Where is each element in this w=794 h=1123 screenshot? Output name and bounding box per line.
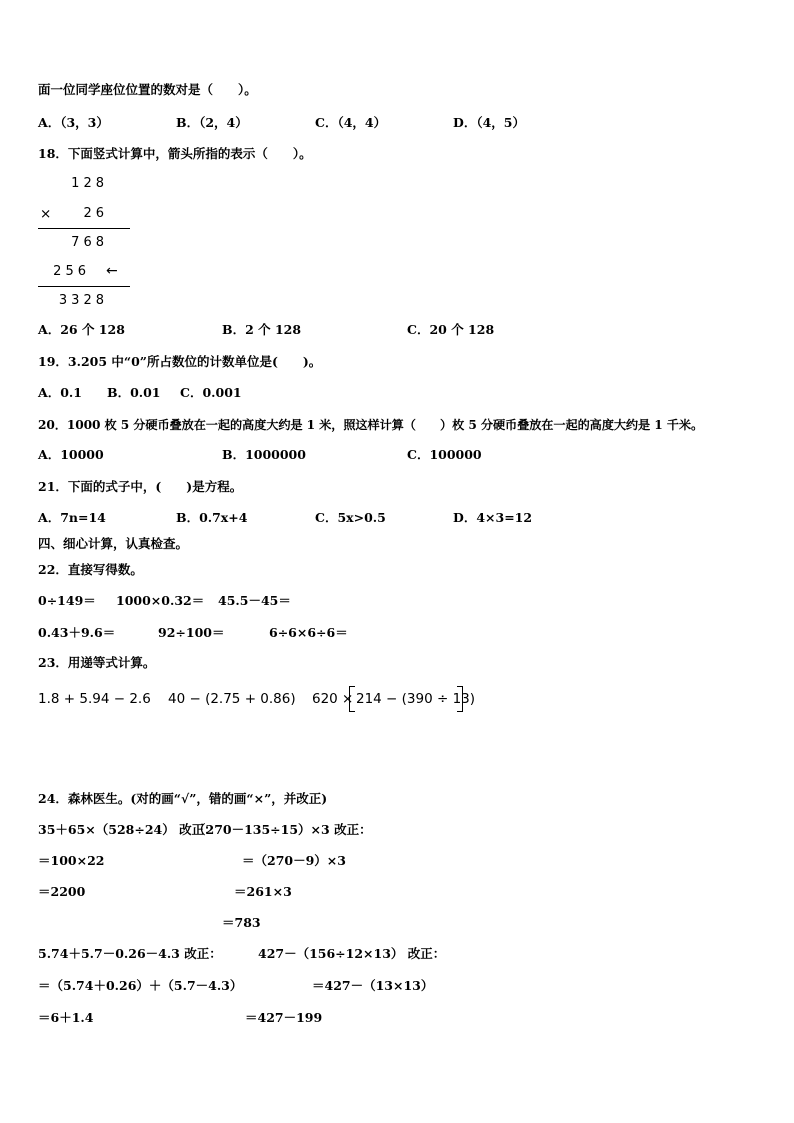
q19-stem: 19．3.205 中“0”所占数位的计数单位是( )。 — [38, 354, 322, 369]
q19-option-c: C．0.001 — [180, 385, 242, 400]
q20-option-b: B．1000000 — [222, 447, 306, 462]
q21-stem: 21．下面的式子中，( )是方程。 — [38, 479, 243, 494]
q24-right1-line-1: （270－135÷15）×3 改正： — [193, 822, 372, 837]
q20-option-c: C．100000 — [407, 447, 482, 462]
vm-times-sign: × — [40, 206, 52, 222]
q23-expr-2: 40 − (2.75 + 0.86) — [168, 691, 296, 707]
vm-multiplier: 26 — [83, 206, 108, 221]
q21-option-a: A．7n=14 — [38, 510, 106, 525]
q24-right2-line-3: ＝427－199 — [245, 1010, 323, 1025]
q18-stem: 18．下面竖式计算中，箭头所指的表示（ ）。 — [38, 146, 312, 161]
q20-stem: 20．1000 枚 5 分硬币叠放在一起的高度大约是 1 米，照这样计算（ ）枚 5 分硬币叠放在一起的高度大约是 1 千米。 — [38, 418, 704, 432]
q22-item-4: 0.43＋9.6＝ — [38, 625, 116, 640]
q24-right1-line-4: ＝783 — [222, 915, 261, 930]
q19-option-a: A．0.1 — [38, 385, 82, 400]
vm-rule-2 — [38, 286, 130, 287]
q22-item-2: 1000×0.32＝ — [116, 593, 205, 608]
q24-right2-line-2: ＝427－（13×13） — [312, 978, 434, 993]
q18-option-c: C．20 个 128 — [407, 322, 495, 337]
q23-stem: 23．用递等式计算。 — [38, 655, 156, 670]
q22-item-1: 0÷149＝ — [38, 593, 96, 608]
q18-option-b: B．2 个 128 — [222, 322, 302, 337]
vm-rule-1 — [38, 228, 130, 229]
q17-option-d: D．（4，5） — [453, 115, 525, 130]
q19-option-b: B．0.01 — [107, 385, 161, 400]
q20-option-a: A．10000 — [38, 447, 104, 462]
vm-multiplicand: 128 — [71, 176, 108, 191]
vm-partial-1: 768 — [71, 235, 108, 250]
q24-left1-line-1: 35＋65×（528÷24） 改正： — [38, 822, 217, 837]
q21-option-c: C．5x>0.5 — [315, 510, 386, 525]
q22-item-3: 45.5－45＝ — [218, 593, 291, 608]
section-title: 四、细心计算，认真检查。 — [38, 536, 189, 551]
q24-left1-line-3: ＝2200 — [38, 884, 86, 899]
right-square-bracket — [457, 686, 463, 712]
q24-stem: 24．森林医生。(对的画“√”，错的画“×”，并改正) — [38, 791, 328, 806]
q24-right2-line-1: 427－（156÷12×13） 改正： — [258, 946, 446, 961]
vm-partial-2: 256 — [53, 264, 90, 279]
q22-item-5: 92÷100＝ — [158, 625, 225, 640]
q17-option-c: C．（4，4） — [315, 115, 387, 130]
q23-expr-1: 1.8 + 5.94 − 2.6 — [38, 691, 151, 707]
q23-expr-3-body: 214 − (390 ÷ 13) — [356, 691, 476, 707]
arrow-left-icon: ← — [106, 263, 118, 279]
q22-stem: 22．直接写得数。 — [38, 562, 143, 577]
q17-option-b: B．（2，4） — [176, 115, 248, 130]
left-square-bracket — [349, 686, 355, 712]
q24-right1-line-2: ＝（270－9）×3 — [242, 853, 346, 868]
q24-left2-line-1: 5.74＋5.7－0.26－4.3 改正： — [38, 946, 222, 961]
q22-item-6: 6÷6×6÷6＝ — [269, 625, 348, 640]
q23-expr-3-head: 620 × — [312, 691, 354, 707]
q17-option-a: A．（3，3） — [38, 115, 109, 130]
q21-option-b: B．0.7x+4 — [176, 510, 248, 525]
q18-option-a: A．26 个 128 — [38, 322, 125, 337]
q24-left2-line-3: ＝6＋1.4 — [38, 1010, 94, 1025]
q17-stem: 面一位同学座位位置的数对是（ ）。 — [38, 82, 257, 97]
q24-left1-line-2: ＝100×22 — [38, 853, 105, 868]
q24-left2-line-2: ＝（5.74＋0.26）＋（5.7－4.3） — [38, 978, 243, 993]
vm-result: 3328 — [58, 293, 108, 308]
q21-option-d: D．4×3=12 — [453, 510, 533, 525]
q24-right1-line-3: ＝261×3 — [234, 884, 292, 899]
